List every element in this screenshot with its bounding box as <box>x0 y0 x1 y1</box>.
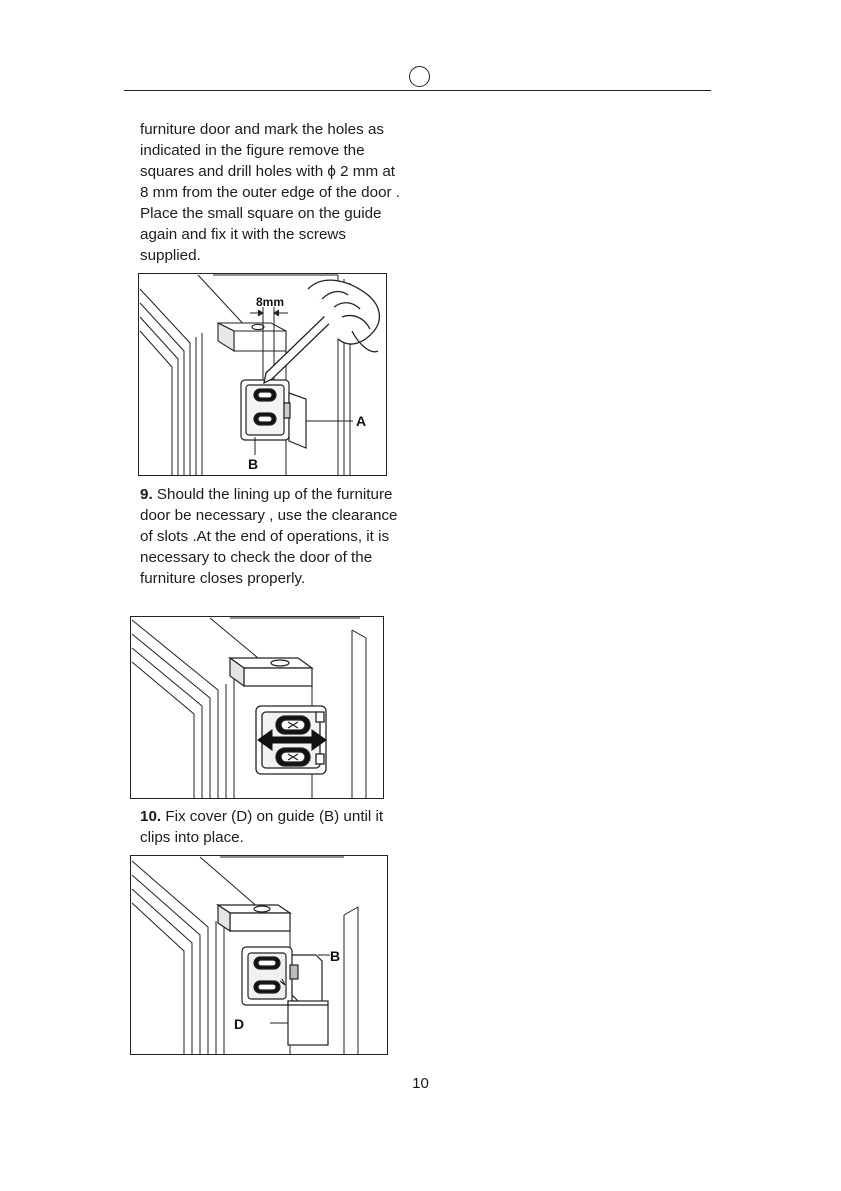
step-text-9: Should the lining up of the furniture door be necessary , use the clearance of slots .At the end of operations, it is necessary to check the door of the furniture closes properly. <box>140 486 398 587</box>
page-number: 10 <box>412 1075 429 1092</box>
dimension-label: 8mm <box>256 295 285 309</box>
label-b: B <box>330 948 341 964</box>
figure-fix-cover <box>130 855 388 1055</box>
figure-drill-holes <box>138 273 387 476</box>
header-circle-icon <box>409 66 430 87</box>
label-a: A <box>356 413 367 429</box>
header-rule <box>124 90 711 91</box>
step-number-9: 9. <box>140 486 153 503</box>
instruction-paragraph-8: furniture door and mark the holes as indicated in the figure remove the squares and drill holes with ϕ 2 mm at 8 mm from the outer edge of the door . Place the small square on the guide again and fix it with the screws supplied. <box>140 121 401 264</box>
instruction-paragraph-10 <box>140 806 402 848</box>
step-number-10: 10. <box>140 808 162 825</box>
figure-alignment-slots <box>130 616 384 799</box>
label-d: D <box>234 1016 245 1032</box>
step-text-10: Fix cover (D) on guide (B) until it clips into place. <box>140 808 384 846</box>
instruction-paragraph-9 <box>140 484 402 589</box>
label-b: B <box>248 456 259 472</box>
